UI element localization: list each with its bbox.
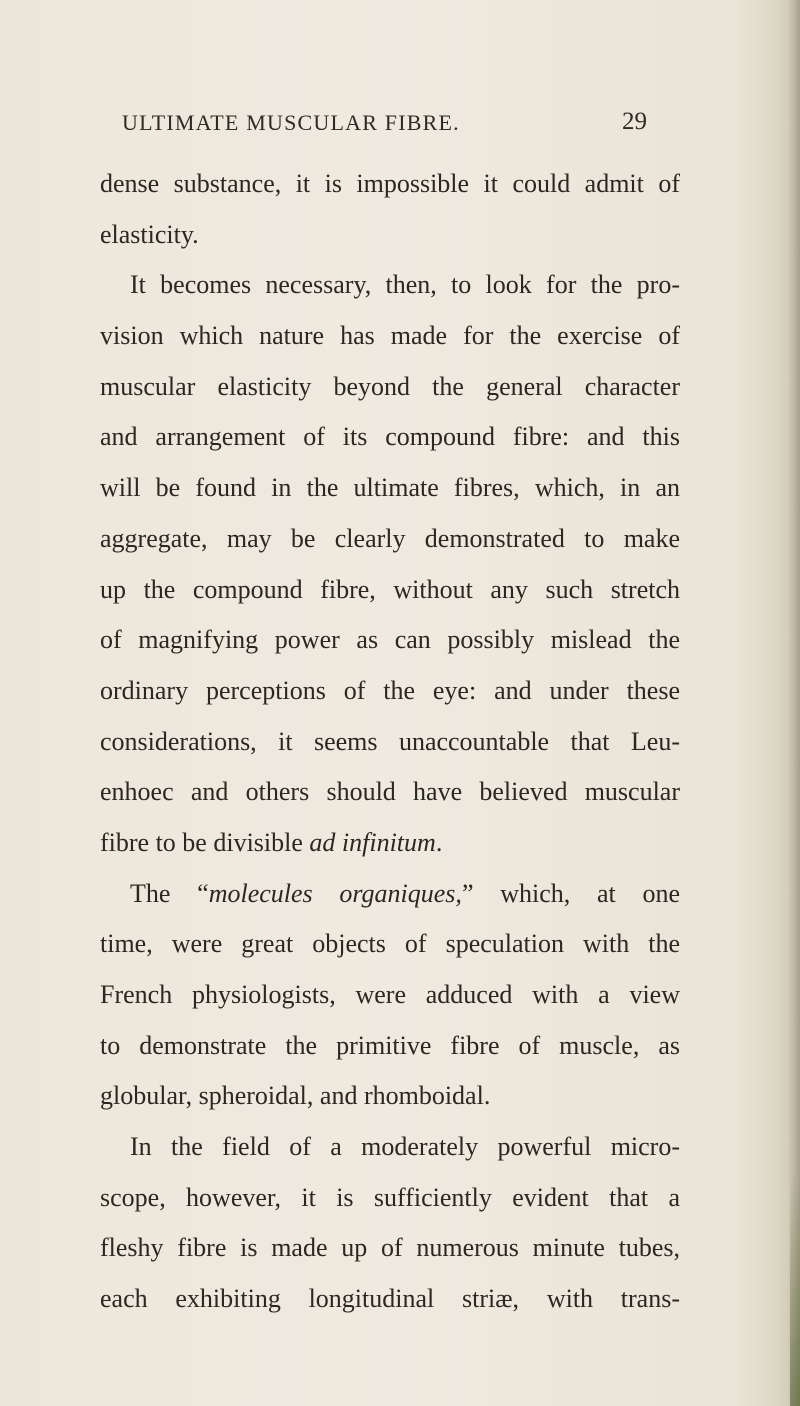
text-line: ordinary perceptions of the eye: and under these [100,675,680,705]
page-number: 29 [622,108,647,135]
text-line-part: ” which, at one [461,878,681,908]
text-line: globular, spheroidal, and rhomboidal. [100,1081,491,1111]
running-head-title: ULTIMATE MUSCULAR FIBRE. [122,110,460,135]
text-line: and arrangement of its compound fibre: and this [100,422,680,452]
text-line [100,818,680,869]
page-edge-stain [790,1176,800,1406]
text-line: enhoec and others should have believed muscular [100,777,680,807]
body-text [100,159,680,1325]
italic-french-phrase: molecules organiques, [208,878,462,908]
text-line: to demonstrate the primitive fibre of muscle, as [100,1030,680,1060]
text-line: of magnifying power as can possibly mislead the [100,625,680,655]
text-line: French physiologists, were adduced with a view [100,980,680,1009]
text-line: considerations, it seems unaccountable that Leu- [100,726,680,756]
text-line: will be found in the ultimate fibres, which, in an [100,473,680,503]
text-line: fleshy fibre is made up of numerous minute tubes, [100,1233,680,1263]
text-line: dense substance, it is impossible it could admit of [100,169,680,198]
text-line-part: . [435,827,443,857]
text-line: scope, however, it is sufficiently evident that a [100,1182,680,1212]
italic-latin-phrase: ad infinitum [309,827,436,857]
text-line: In the field of a moderately powerful micro- [130,1132,680,1162]
text-line-part: fibre to be divisible [100,827,310,857]
text-line: It becomes necessary, then, to look for the pro- [130,270,680,300]
text-line-part: The “ [130,878,209,908]
text-line: vision which nature has made for the exercise of [100,321,680,351]
text-line: time, were great objects of speculation with the [100,929,680,959]
text-line: up the compound fibre, without any such stretch [100,574,680,604]
text-line [100,869,680,920]
text-line: muscular elasticity beyond the general character [100,371,680,401]
text-line: each exhibiting longitudinal striæ, with trans- [100,1284,680,1314]
text-line: elasticity. [100,219,199,249]
text-line: aggregate, may be clearly demonstrated to make [100,523,680,553]
